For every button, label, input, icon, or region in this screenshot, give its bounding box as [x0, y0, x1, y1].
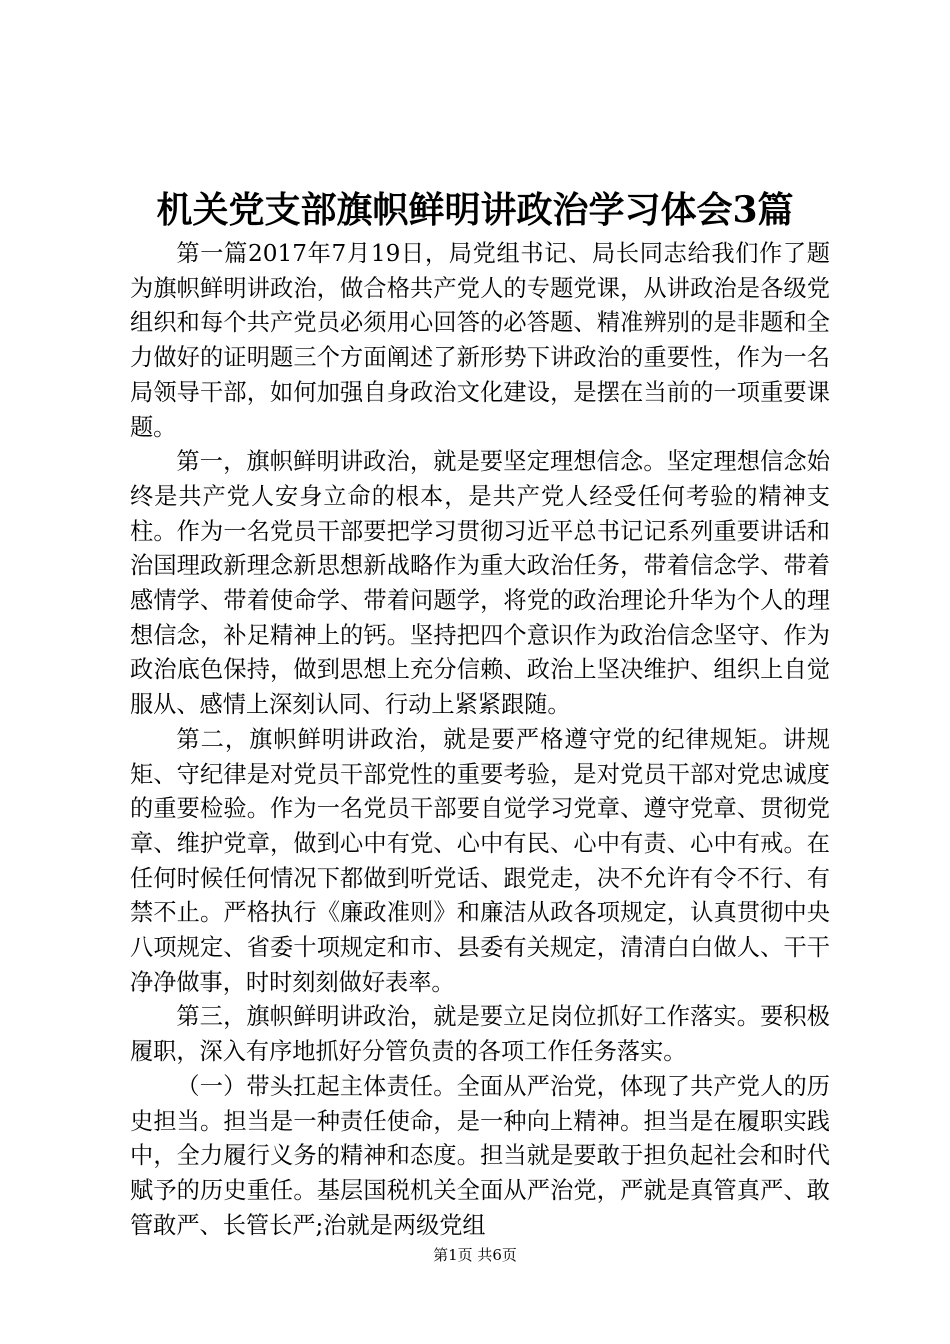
paragraph-1: 第一篇2017年7月19日，局党组书记、局长同志给我们作了题为旗帜鲜明讲政治，做合格共产党人的专题党课，从讲政治是各级党组织和每个共产党员必须用心回答的必答题、精准辨别的是非题和全力做好的证明题三个方面阐述了新形势下讲政治的重要性，作为一名局领导干部，如何加强自身政治文化建设，是摆在当前的一项重要课题。 [130, 240, 830, 441]
paragraph-4: 第三，旗帜鲜明讲政治，就是要立足岗位抓好工作落实。要积极履职，深入有序地抓好分管负责的各项工作任务落实。 [130, 1003, 830, 1066]
page-footer: 第1页 共6页 [433, 1246, 517, 1264]
document-title: 机关党支部旗帜鲜明讲政治学习体会3篇 [156, 189, 794, 231]
paragraph-2: 第一，旗帜鲜明讲政治，就是要坚定理想信念。坚定理想信念始终是共产党人安身立命的根本，是共产党人经受任何考验的精神支柱。作为一名党员干部要把学习贯彻习近平总书记记系列重要讲话和治国理政新理念新思想新战略作为重大政治任务，带着信念学、带着感情学、带着使命学、带着问题学，将党的政治理论升华为个人的理想信念，补足精神上的钙。坚持把四个意识作为政治信念坚守、作为政治底色保持，做到思想上充分信赖、政治上坚决维护、组织上自觉服从、感情上深刻认同、行动上紧紧跟随。 [130, 448, 830, 719]
document-body [130, 237, 830, 1243]
paragraph-3: 第二，旗帜鲜明讲政治，就是要严格遵守党的纪律规矩。讲规矩、守纪律是对党员干部党性的重要考验，是对党员干部对党忠诚度的重要检验。作为一名党员干部要自觉学习党章、遵守党章、贯彻党章、维护党章，做到心中有党、心中有民、心中有责、心中有戒。在任何时候任何情况下都做到听党话、跟党走，决不允许有令不行、有禁不止。严格执行《廉政准则》和廉洁从政各项规定，认真贯彻中央八项规定、省委十项规定和市、县委有关规定，清清白白做人、干干净净做事，时时刻刻做好表率。 [130, 725, 830, 996]
paragraph-5: （一）带头扛起主体责任。全面从严治党，体现了共产党人的历史担当。担当是一种责任使命，是一种向上精神。担当是在履职实践中，全力履行义务的精神和态度。担当就是要敢于担负起社会和时代赋予的历史重任。基层国税机关全面从严治党，严就是真管真严、敢管敢严、长管长严;治就是两级党组 [130, 1072, 830, 1239]
